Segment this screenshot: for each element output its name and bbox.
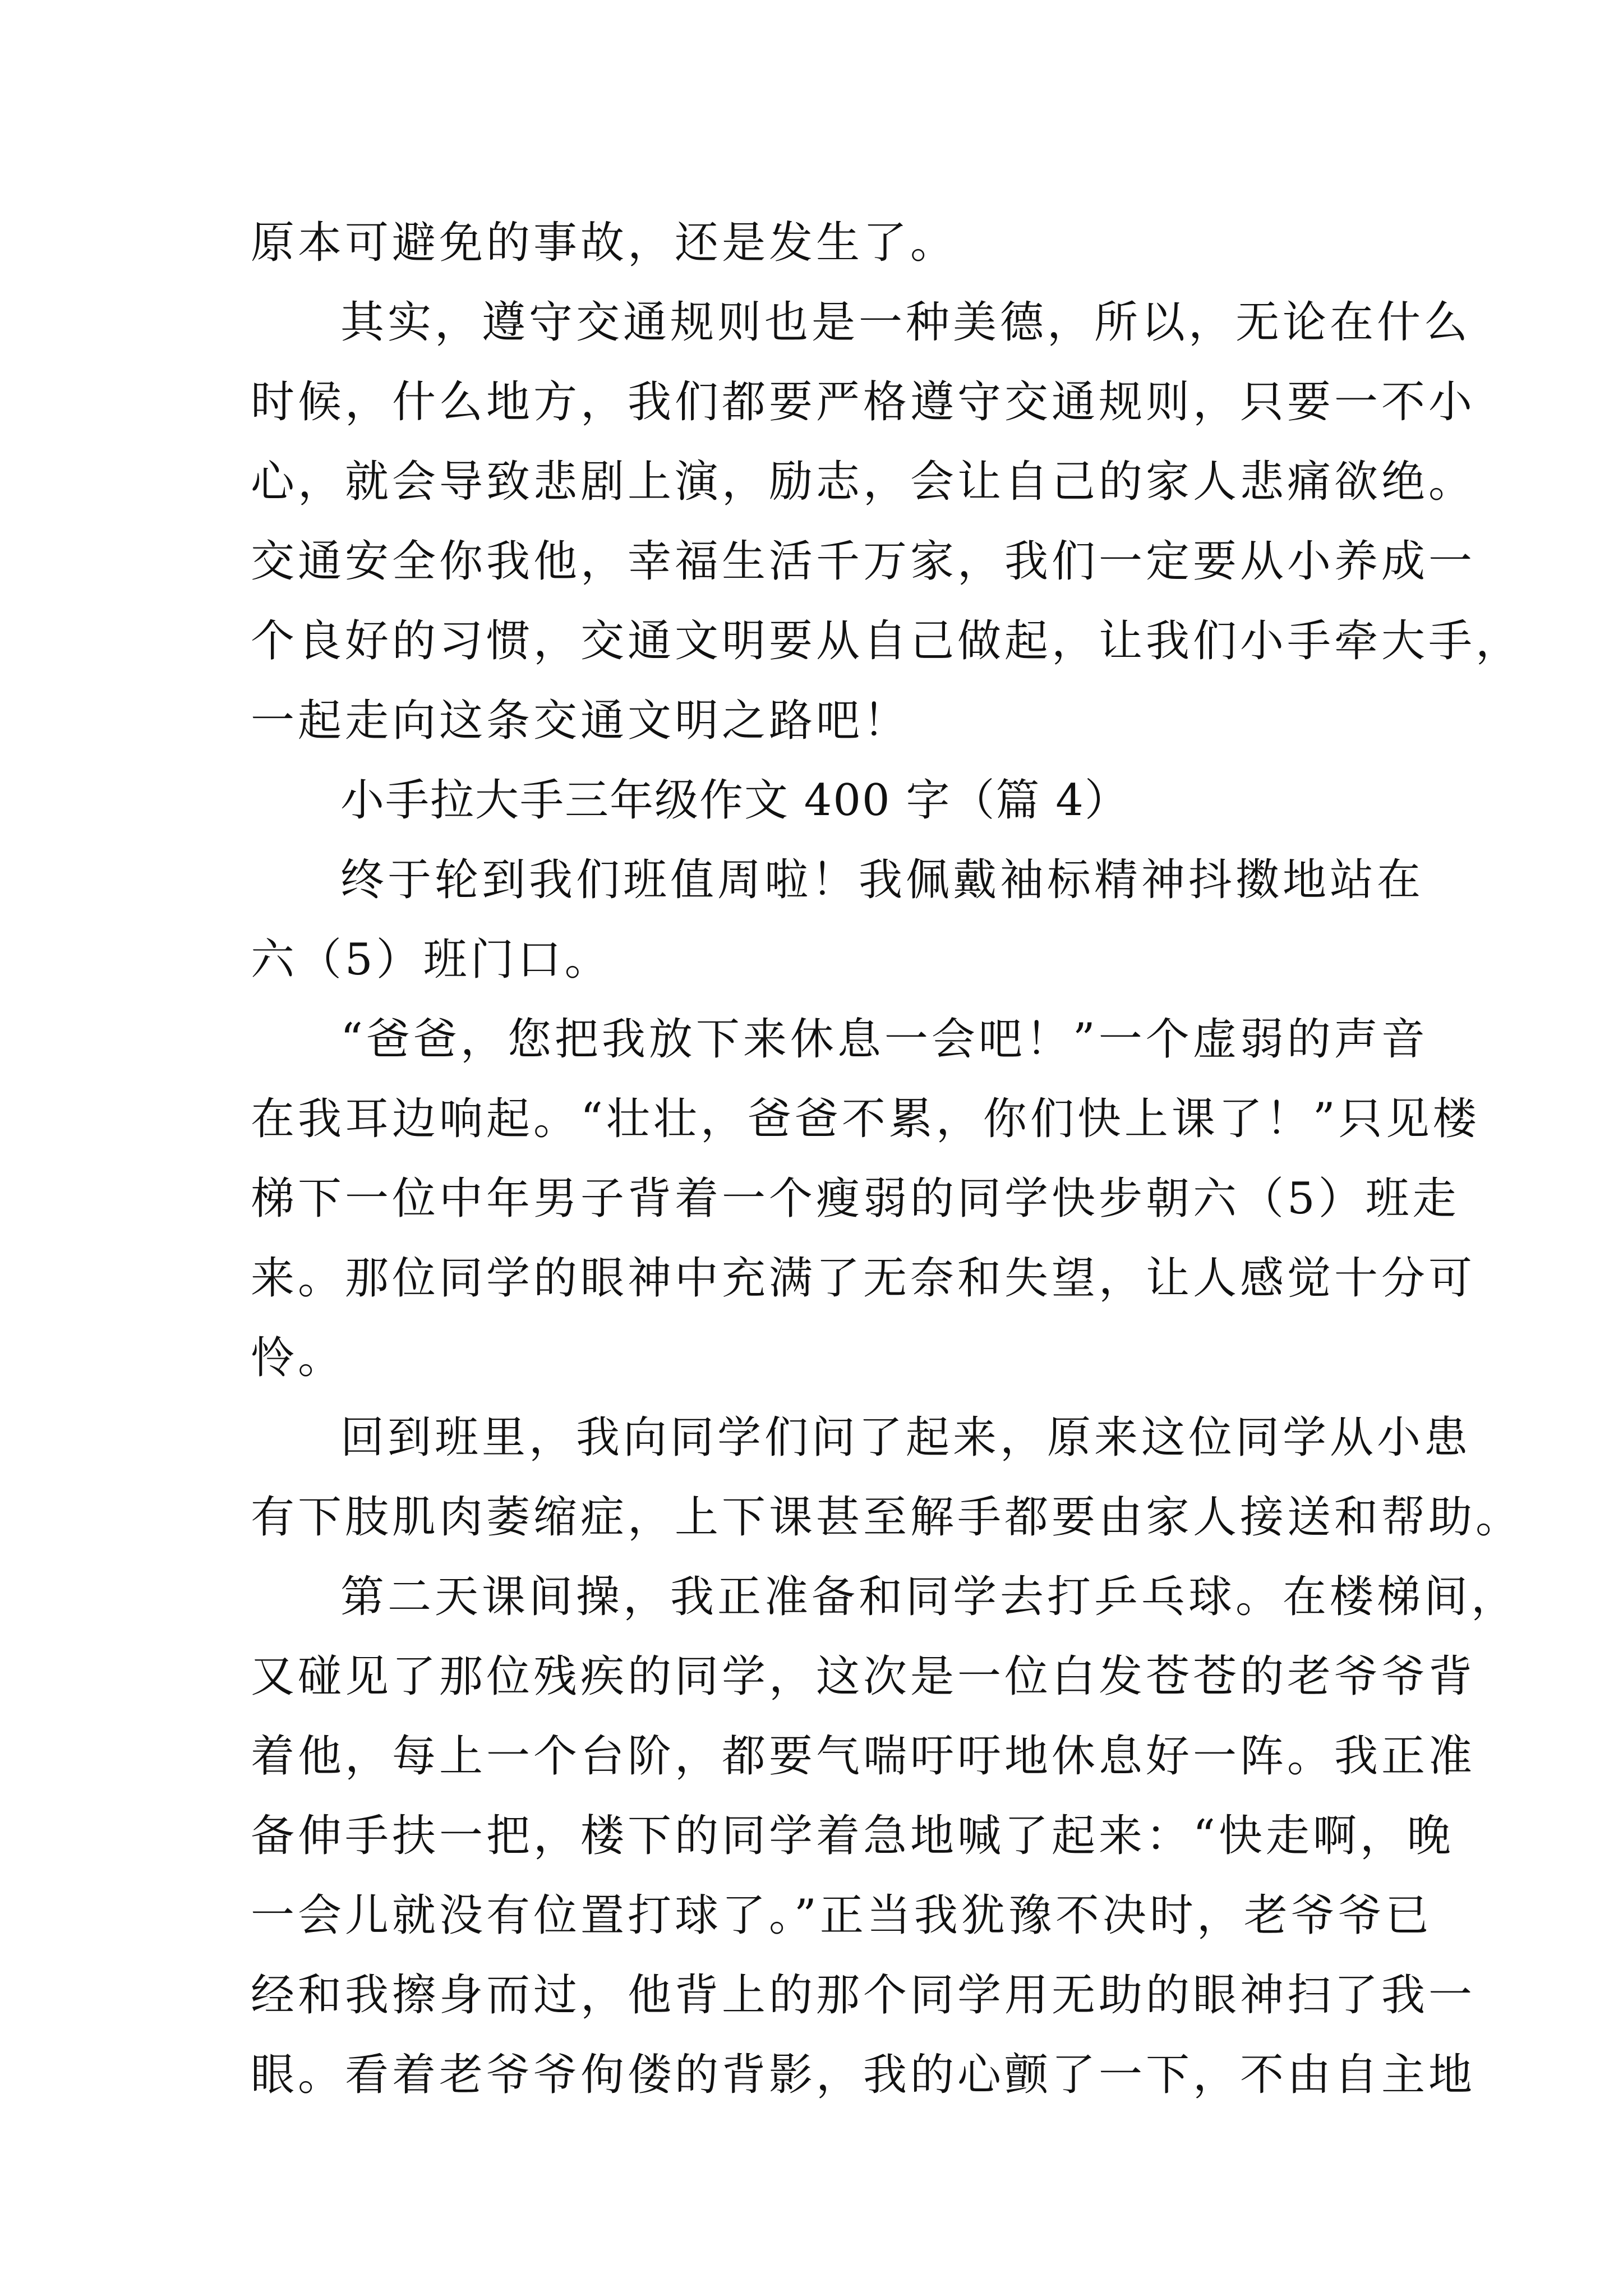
- text-line: 一起走向这条交通文明之路吧！: [251, 696, 911, 746]
- text-line: 六（5）班门口。: [251, 935, 612, 985]
- text-line: 终于轮到我们班值周啦！我佩戴袖标精神抖擞地站在: [340, 855, 1424, 905]
- text-line: 回到班里，我向同学们问了起来，原来这位同学从小患: [340, 1412, 1472, 1463]
- text-line: 来。那位同学的眼神中充满了无奈和失望，让人感觉十分可: [251, 1253, 1476, 1304]
- text-line: 其实，遵守交通规则也是一种美德，所以，无论在什么: [340, 297, 1472, 348]
- text-line: 在我耳边响起。“壮壮，爸爸不累，你们快上课了！”只见楼: [251, 1094, 1480, 1144]
- document-body: [251, 203, 1523, 2115]
- text-line: 心，就会导致悲剧上演，励志，会让自己的家人悲痛欲绝。: [251, 457, 1476, 507]
- text-line: 个良好的习惯，交通文明要从自己做起，让我们小手牵大手，: [251, 616, 1523, 666]
- text-line: 着他，每上一个台阶，都要气喘吁吁地休息好一阵。我正准: [251, 1731, 1476, 1782]
- text-line: 梯下一位中年男子背着一个瘦弱的同学快步朝六（5）班走: [251, 1174, 1460, 1224]
- section-heading: 小手拉大手三年级作文 400 字（篇 4）: [340, 775, 1129, 826]
- text-line: 怜。: [251, 1333, 345, 1383]
- text-line: “爸爸，您把我放下来休息一会吧！”一个虚弱的声音: [340, 1014, 1428, 1065]
- text-line: 时候，什么地方，我们都要严格遵守交通规则，只要一不小: [251, 377, 1476, 427]
- text-line: 备伸手扶一把，楼下的同学着急地喊了起来：“快走啊，晚: [251, 1811, 1454, 1861]
- text-line: 第二天课间操，我正准备和同学去打乒乓球。在楼梯间，: [340, 1572, 1519, 1622]
- text-line: 经和我擦身而过，他背上的那个同学用无助的眼神扫了我一: [251, 1970, 1476, 2021]
- text-line: 有下肢肌肉萎缩症，上下课甚至解手都要由家人接送和帮助。: [251, 1492, 1523, 1543]
- text-line: 交通安全你我他，幸福生活千万家，我们一定要从小养成一: [251, 536, 1476, 587]
- text-line: 一会儿就没有位置打球了。”正当我犹豫不决时，老爷爷已: [251, 1890, 1432, 1941]
- text-line: 原本可避免的事故，还是发生了。: [251, 218, 958, 268]
- text-line: 又碰见了那位残疾的同学，这次是一位白发苍苍的老爷爷背: [251, 1651, 1476, 1702]
- text-line: 眼。看着老爷爷佝偻的背影，我的心颤了一下，不由自主地: [251, 2050, 1476, 2100]
